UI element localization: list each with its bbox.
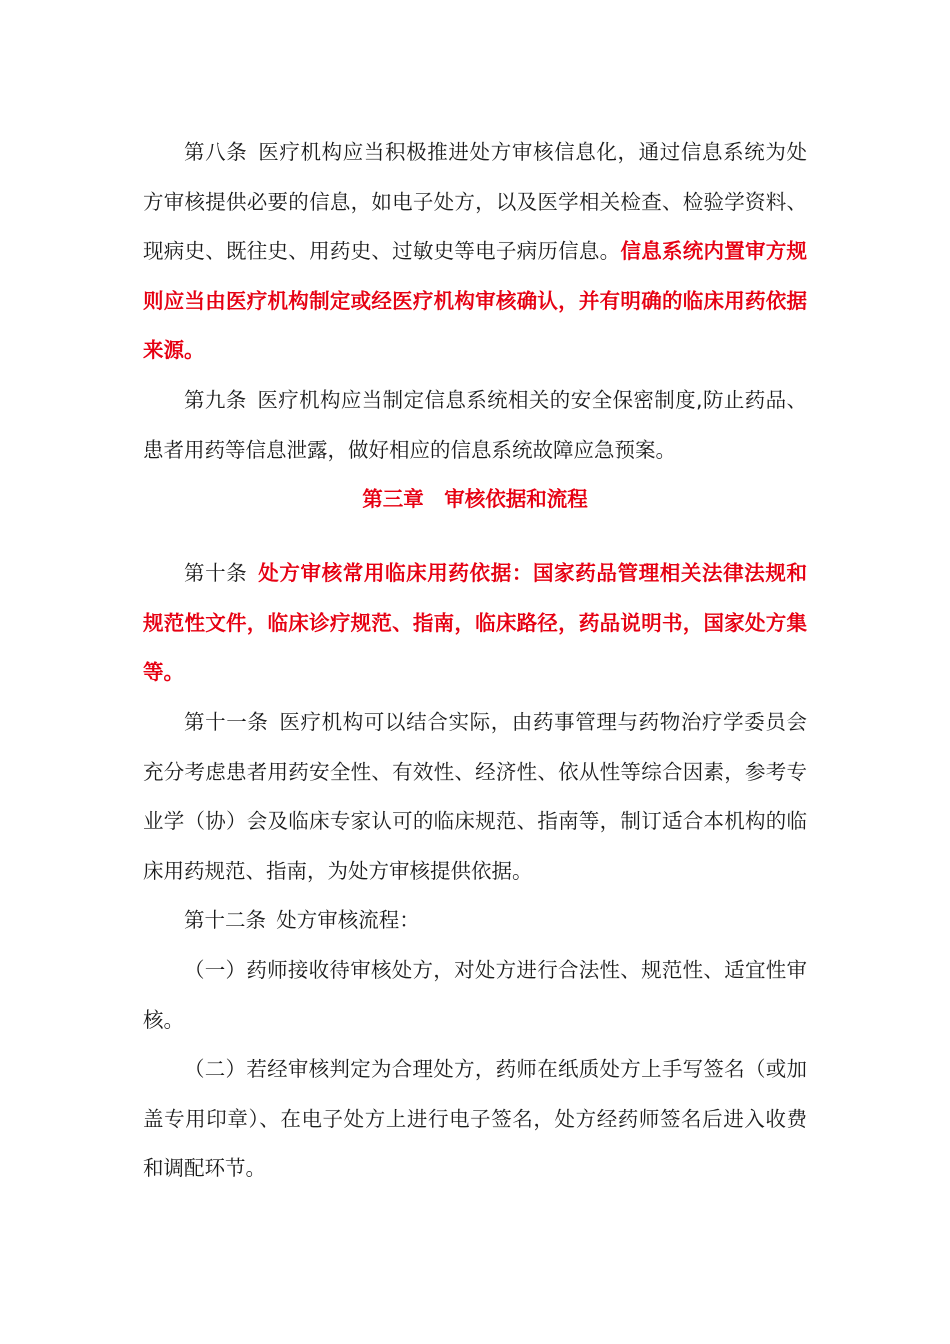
article-12-label: 第十二条 xyxy=(184,908,266,933)
article-10 xyxy=(143,549,807,698)
article-9-text: 医疗机构应当制定信息系统相关的安全保密制度,防止药品、患者用药等信息泄露，做好相应的信息系统故障应急预案。 xyxy=(143,387,808,462)
article-12 xyxy=(143,896,807,946)
article-11-label: 第十一条 xyxy=(184,709,269,734)
article-8-label: 第八条 xyxy=(184,140,248,164)
chapter-number: 第三章 xyxy=(362,487,424,512)
article-11 xyxy=(143,698,807,896)
article-8 xyxy=(143,128,807,376)
article-8-highlight: 信息系统内置审方规则应当由医疗机构制定或经医疗机构审核确认，并有明确的临床用药依据来源。 xyxy=(143,239,808,363)
article-11-text: 医疗机构可以结合实际，由药事管理与药物治疗学委员会充分考虑患者用药安全性、有效性、经济性、依从性等综合因素，参考专业学（协）会及临床专家认可的临床规范、指南等，制订适合本机构的临床用药规范、指南，为处方审核提供依据。 xyxy=(143,709,808,883)
article-10-label: 第十条 xyxy=(184,561,248,586)
document-body xyxy=(143,128,807,1194)
article-12-text: 处方审核流程： xyxy=(276,908,420,933)
article-10-highlight: 处方审核常用临床用药依据：国家药品管理相关法律法规和规范性文件，临床诊疗规范、指南，临床路径，药品说明书，国家处方集等。 xyxy=(143,561,808,685)
article-12-item-2: （二）若经审核判定为合理处方，药师在纸质处方上手写签名（或加盖专用印章）、在电子处方上进行电子签名，处方经药师签名后进入收费和调配环节。 xyxy=(143,1057,807,1181)
chapter-heading xyxy=(143,475,807,549)
article-12-item-1: （一）药师接收待审核处方，对处方进行合法性、规范性、适宜性审核。 xyxy=(143,957,807,1032)
article-9-label: 第九条 xyxy=(184,387,247,412)
chapter-title: 审核依据和流程 xyxy=(444,487,588,512)
article-8-text: 医疗机构应当积极推进处方审核信息化，通过信息系统为处方审核提供必要的信息，如电子处方，以及医学相关检查、检验学资料、现病史、既往史、用药史、过敏史等电子病历信息。 xyxy=(143,140,808,264)
article-9 xyxy=(143,376,807,475)
